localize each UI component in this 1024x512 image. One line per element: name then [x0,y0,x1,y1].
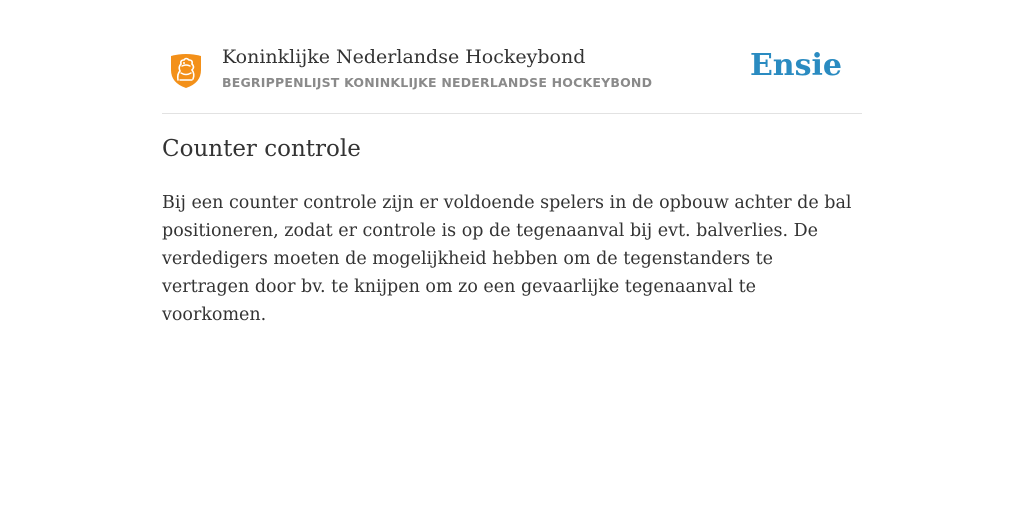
term-title: Counter controle [162,136,361,162]
term-definition: Bij een counter controle zijn er voldoende spelers in de opbouw achter de bal positioneren, zodat er controle is op de tegenaanval bij evt. balverlies. De verdedigers moeten de mogelijkheid hebben om de tegenstanders te vertragen door bv. te knijpen om zo een gevaarlijke tegenaanval te voorkomen. [162,193,852,325]
organization-name[interactable]: Koninklijke Nederlandse Hockeybond [222,46,586,68]
glossary-subtitle: BEGRIPPENLIJST KONINKLIJKE NEDERLANDSE HOCKEYBOND [222,75,653,90]
khnb-lion-shield-icon[interactable] [168,52,204,90]
header [162,40,862,114]
ensie-logo-link[interactable]: Ensie [749,48,842,83]
